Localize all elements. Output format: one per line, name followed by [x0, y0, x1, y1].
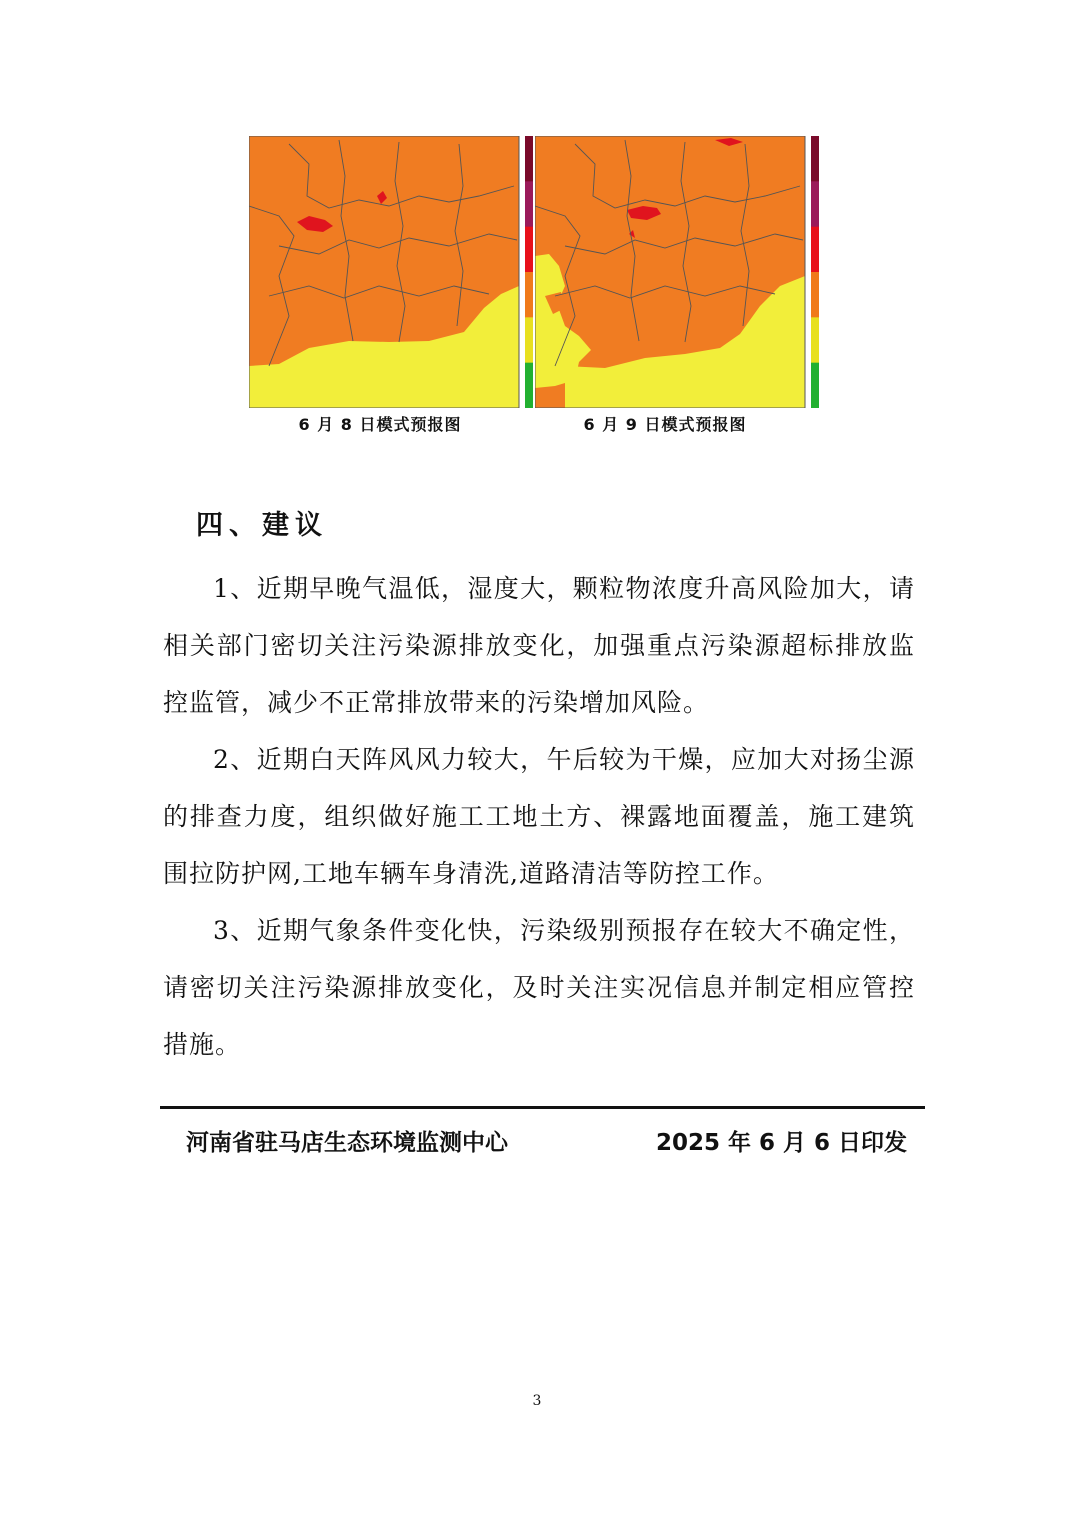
forecast-map-june-9-graphic [535, 136, 819, 408]
forecast-map-june-8-graphic [249, 136, 533, 408]
issue-date: 2025 年 6 月 6 日印发 [656, 1130, 908, 1156]
forecast-map-june-8 [249, 136, 533, 408]
page-number: 3 [532, 1393, 542, 1409]
recommendation-paragraph: 2、近期白天阵风风力较大，午后较为干燥，应加大对扬尘源的排查力度，组织做好施工工地土方、裸露地面覆盖，施工建筑围拉防护网,工地车辆车身清洗,道路清洁等防控工作。 [163, 745, 915, 888]
recommendation-paragraph: 1、近期早晚气温低，湿度大，颗粒物浓度升高风险加大，请相关部门密切关注污染源排放变化，加强重点污染源超标排放监控监管，减少不正常排放带来的污染增加风险。 [163, 574, 915, 717]
recommendation-paragraph: 3、近期气象条件变化快，污染级别预报存在较大不确定性，请密切关注污染源排放变化，及时关注实况信息并制定相应管控措施。 [163, 916, 915, 1059]
issuing-organization: 河南省驻马店生态环境监测中心 [186, 1130, 508, 1156]
section-title: 四、建议 [196, 510, 328, 541]
recommendations-body [163, 560, 915, 1073]
figure-caption-june-8: 6 月 8 日模式预报图 [298, 415, 462, 434]
footer-divider [160, 1106, 925, 1109]
forecast-map-june-9 [535, 136, 819, 408]
figure-caption-june-9: 6 月 9 日模式预报图 [583, 415, 747, 434]
